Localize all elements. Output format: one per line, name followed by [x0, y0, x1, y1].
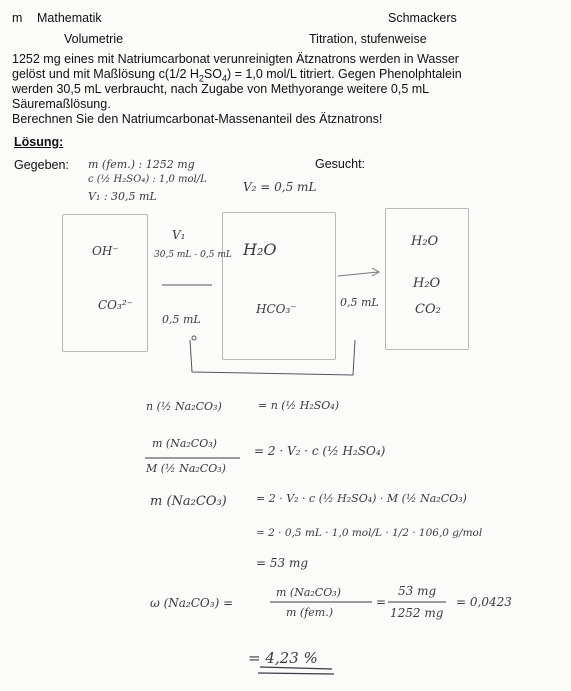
mid1-rest: 0,5 mL	[162, 313, 201, 326]
header-subject: Mathematik	[37, 11, 102, 25]
calc-l4: = 2 · 0,5 mL · 1,0 mol/L · 1/2 · 106,0 g/mol	[256, 527, 483, 539]
header-subtopic: Titration, stufenweise	[309, 32, 427, 46]
task-line-4: Säuremaßlösung.	[12, 97, 111, 111]
task-line-1: 1252 mg eines mit Natriumcarbonat verunreinigten Ätznatrons werden in Wasser	[12, 52, 459, 66]
given-line-3: V₁ : 30,5 mL	[88, 190, 157, 203]
given-line-1: m (fem.) : 1252 mg	[88, 158, 195, 171]
calc-l6-result: = 0,0423	[456, 595, 512, 609]
task-line-2-a: gelöst und mit Maßlösung c(1/2 H	[12, 67, 199, 81]
calc-l2-den: M (½ Na₂CO₃)	[146, 462, 226, 475]
calc-l6-den2: 1252 mg	[390, 606, 444, 620]
calc-final-result: = 4,23 %	[248, 649, 318, 667]
box1-ion-1: OH⁻	[92, 244, 119, 258]
calc-l1-left: n (½ Na₂CO₃)	[146, 400, 222, 413]
box1-ion-2: CO₃²⁻	[98, 298, 133, 312]
given-label: Gegeben:	[14, 158, 69, 172]
task-line-3: werden 30,5 mL verbraucht, nach Zugabe von Methyorange weitere 0,5 mL	[12, 82, 430, 96]
calc-l5: = 53 mg	[256, 556, 309, 570]
calc-l6-num: m (Na₂CO₃)	[276, 586, 341, 599]
given-line-2: c (½ H₂SO₄) : 1,0 mol/L	[88, 174, 207, 185]
header-topic: Volumetrie	[64, 32, 124, 46]
calc-l2-num: m (Na₂CO₃)	[152, 437, 217, 450]
calc-l6-eq: =	[376, 595, 387, 609]
task-line-2-c: ) = 1,0 mol/L titriert. Gegen Phenolphtalein	[226, 67, 462, 81]
calc-l1-right: = n (½ H₂SO₄)	[258, 399, 340, 412]
mid1-v1: V₁	[172, 228, 186, 242]
task-line-2-sub2: 4	[221, 73, 227, 84]
mid1-volume: 30,5 mL - 0,5 mL	[154, 250, 232, 260]
header-author: Schmackers	[388, 11, 457, 25]
task-line-5: Berechnen Sie den Natriumcarbonat-Massenanteil des Ätznatrons!	[12, 112, 383, 126]
calc-l2-right: = 2 · V₂ · c (½ H₂SO₄)	[254, 444, 386, 458]
calc-l3-right: = 2 · V₂ · c (½ H₂SO₄) · M (½ Na₂CO₃)	[256, 492, 467, 505]
calc-l6-num2: 53 mg	[398, 584, 437, 598]
calc-l6-left: ω (Na₂CO₃) =	[150, 596, 234, 610]
box2-species-2: HCO₃⁻	[256, 302, 297, 316]
box3-species-1: H₂O	[411, 234, 439, 249]
mid2-volume: 0,5 mL	[340, 296, 379, 309]
task-line-2-sub1: 2	[198, 73, 204, 84]
box3-species-3: CO₂	[415, 302, 441, 317]
box2-species-1: H₂O	[243, 240, 277, 259]
sought-value: V₂ = 0,5 mL	[243, 180, 317, 194]
task-line-2-b: SO	[203, 67, 222, 81]
sought-label: Gesucht:	[315, 157, 366, 171]
calc-l3-left: m (Na₂CO₃)	[150, 494, 227, 509]
solution-heading: Lösung:	[14, 135, 64, 149]
calc-l6-den: m (fem.)	[286, 606, 334, 619]
header-marker: m	[12, 11, 23, 25]
box3-species-2: H₂O	[413, 276, 441, 291]
